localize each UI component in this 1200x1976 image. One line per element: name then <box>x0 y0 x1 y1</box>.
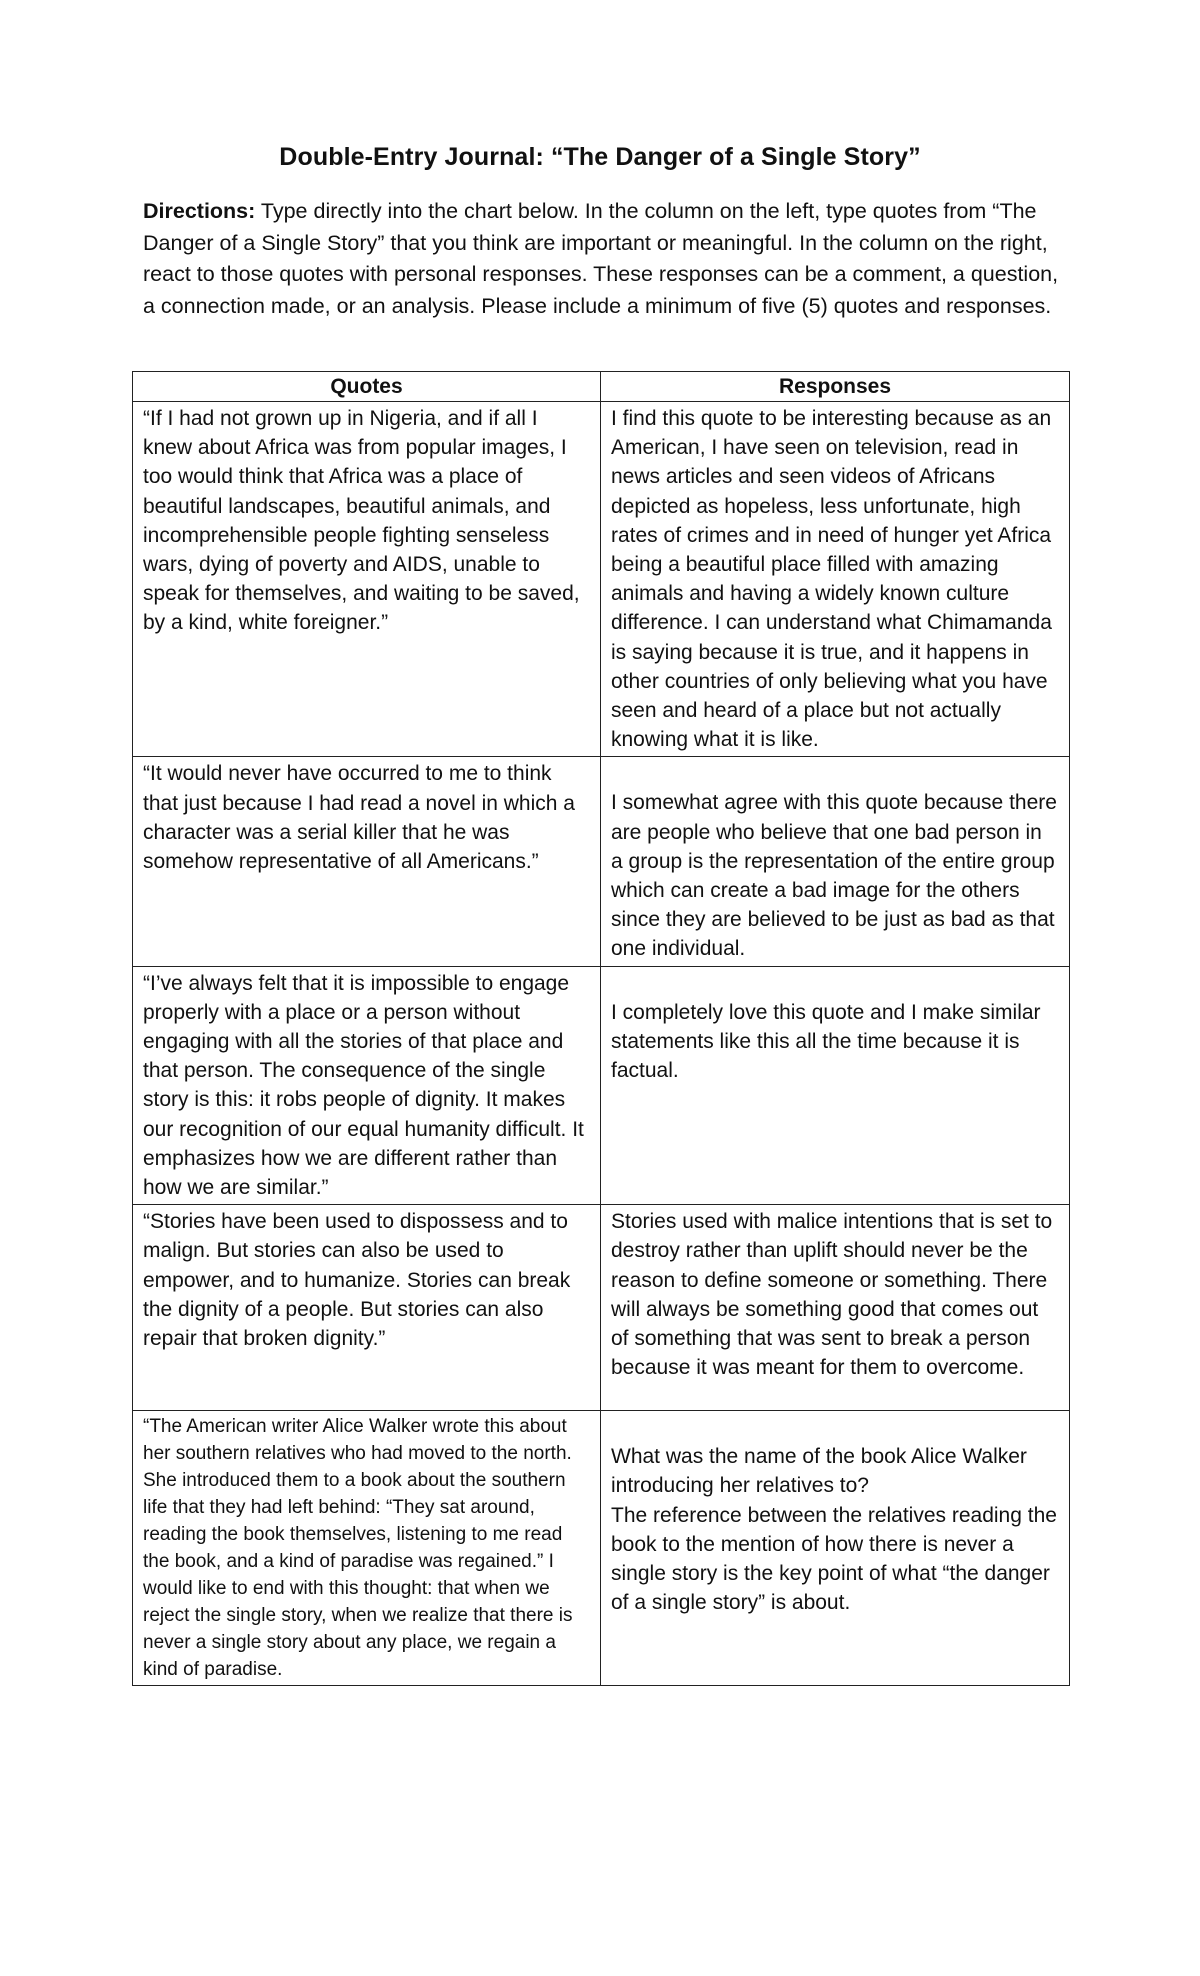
response-cell[interactable] <box>601 966 1070 1205</box>
response-cell[interactable]: I find this quote to be interesting because as an American, I have seen on television, read in news articles and seen videos of Africans depicted as hopeless, less unfortunate, high rates of crimes and in need of hunger yet Africa being a beautiful place filled with amazing animals and having a widely known culture difference. I can understand what Chimamanda is saying because it is true, and it happens in other countries of only believing what you have seen and heard of a place but not actually knowing what it is like. <box>601 402 1070 757</box>
directions-paragraph <box>143 196 1073 322</box>
table-row <box>133 757 1070 966</box>
directions-text: Type directly into the chart below. In the column on the left, type quotes from “The Danger of a Single Story” that you think are important or meaningful. In the column on the right, react to those quotes with personal responses. These responses can be a comment, a question, a connection made, or an analysis. Please include a minimum of five (5) quotes and responses. <box>143 199 1059 318</box>
response-cell[interactable] <box>601 1411 1070 1686</box>
quote-cell[interactable]: “I’ve always felt that it is impossible to engage properly with a place or a person without engaging with all the stories of that place and that person. The consequence of the single story is this: it robs people of dignity. It makes our recognition of our equal humanity difficult. It emphasizes how we are different rather than how we are similar.” <box>133 966 601 1205</box>
quote-cell[interactable]: “It would never have occurred to me to think that just because I had read a novel in which a character was a serial killer that he was somehow representative of all Americans.” <box>133 757 601 966</box>
response-text-reference: The reference between the relatives reading the book to the mention of how there is never a single story is the key point of what “the danger of a single story” is about. <box>611 1503 1057 1615</box>
response-cell[interactable]: Stories used with malice intentions that is set to destroy rather than uplift should never be the reason to define someone or something. There will always be something good that comes out of something that was sent to break a person because it was meant for them to overcome. <box>601 1205 1070 1411</box>
directions-label: Directions: <box>143 199 256 223</box>
response-cell[interactable] <box>601 757 1070 966</box>
header-quotes: Quotes <box>133 372 601 402</box>
table-row <box>133 1205 1070 1411</box>
header-responses: Responses <box>601 372 1070 402</box>
table-header-row <box>133 372 1070 402</box>
quote-cell[interactable]: “The American writer Alice Walker wrote this about her southern relatives who had moved to the north. She introduced them to a book about the southern life that they had left behind: “They sat around, reading the book themselves, listening to me read the book, and a kind of paradise was regained.” I would like to end with this thought: that when we reject the single story, when we realize that there is never a single story about any place, we regain a kind of paradise. <box>133 1411 601 1686</box>
table-row <box>133 402 1070 757</box>
response-text: I somewhat agree with this quote because there are people who believe that one bad person in a group is the representation of the entire group which can create a bad image for the others since they are believed to be just as bad as that one individual. <box>611 791 1057 961</box>
quote-cell[interactable]: “If I had not grown up in Nigeria, and if all I knew about Africa was from popular images, I too would think that Africa was a place of beautiful landscapes, beautiful animals, and incomprehensible people fighting senseless wars, dying of poverty and AIDS, unable to speak for themselves, and waiting to be saved, by a kind, white foreigner.” <box>133 402 601 757</box>
table-row <box>133 966 1070 1205</box>
quote-cell[interactable]: “Stories have been used to dispossess and to malign. But stories can also be used to empower, and to humanize. Stories can break the dignity of a people. But stories can also repair that broken dignity.” <box>133 1205 601 1411</box>
response-text: I completely love this quote and I make similar statements like this all the time because it is factual. <box>611 1000 1041 1083</box>
response-text-question: What was the name of the book Alice Walker introducing her relatives to? <box>611 1445 1027 1498</box>
journal-table <box>132 371 1070 1686</box>
table-row <box>133 1411 1070 1686</box>
document-title: Double-Entry Journal: “The Danger of a Single Story” <box>279 143 921 171</box>
